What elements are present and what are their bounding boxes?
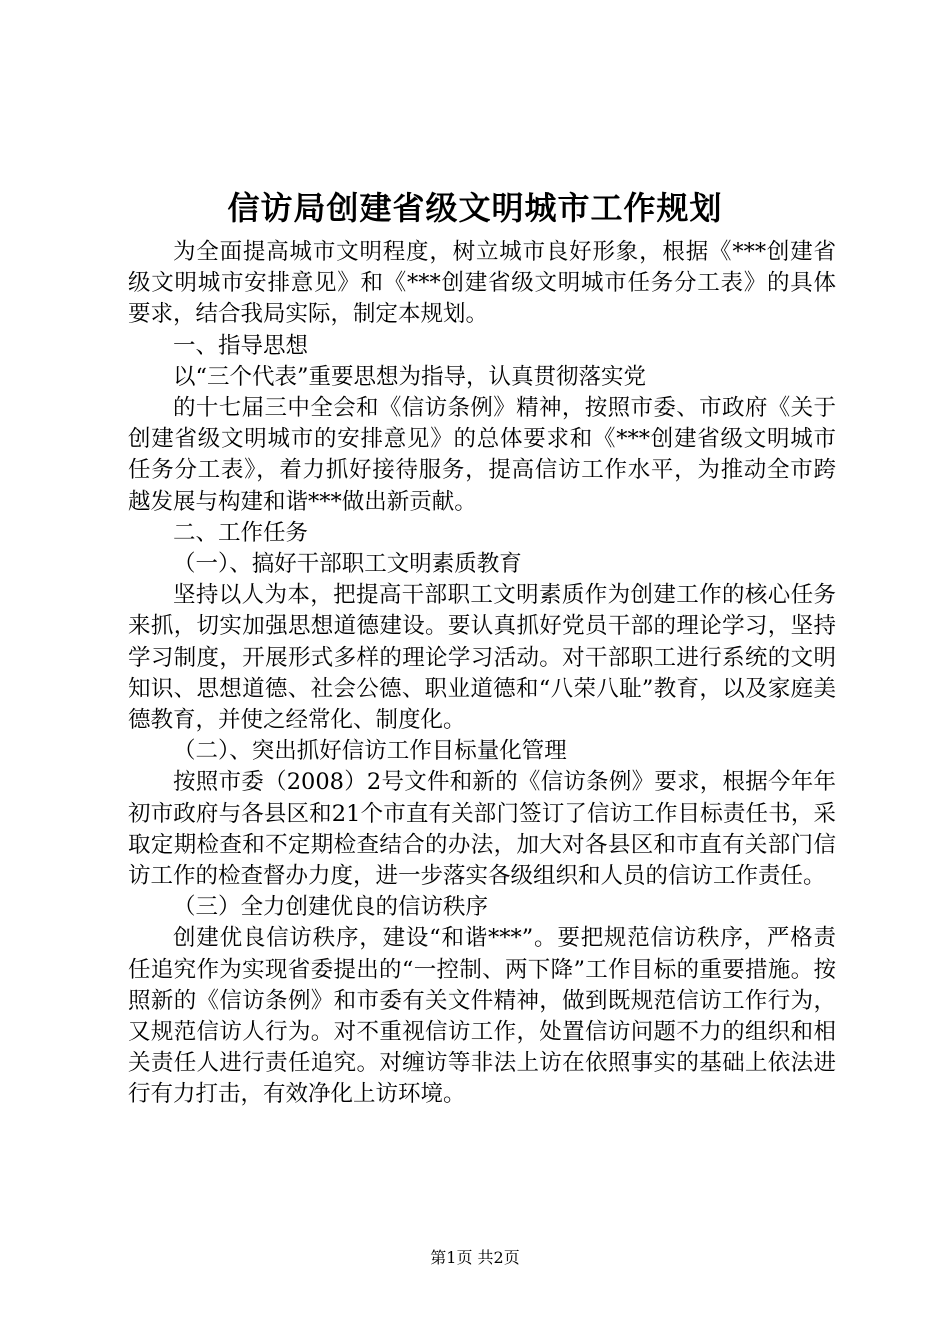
subsection-heading-3: （三）全力创建优良的信访秩序 xyxy=(173,894,489,921)
section-heading-work-tasks: 二、工作任务 xyxy=(173,519,309,546)
page-number-footer: 第1页 共2页 xyxy=(430,1248,520,1267)
subsection-heading-2: （二）、突出抓好信访工作目标量化管理 xyxy=(173,738,567,765)
subsection-2-paragraph: 按照市委（2008）2号文件和新的《信访条例》要求，根据今年年初市政府与各县区和21个市直有关部门签订了信访工作目标责任书，采取定期检查和不定期检查结合的办法，加大对各县区和市直有关部门信访工作的检查督办力度，进一步落实各级组织和人员的信访工作责任。 xyxy=(128,769,836,890)
section-heading-guiding-thought: 一、指导思想 xyxy=(173,332,309,359)
intro-paragraph: 为全面提高城市文明程度，树立城市良好形象，根据《***创建省级文明城市安排意见》和《***创建省级文明城市任务分工表》的具体要求，结合我局实际，制定本规划。 xyxy=(128,239,836,328)
document-title: 信访局创建省级文明城市工作规划 xyxy=(227,189,723,227)
subsection-3-paragraph: 创建优良信访秩序，建设“和谐***”。要把规范信访秩序，严格责任追究作为实现省委提出的“一控制、两下降”工作目标的重要措施。按照新的《信访条例》和市委有关文件精神，做到既规范信访工作行为，又规范信访人行为。对不重视信访工作，处置信访问题不力的组织和相关责任人进行责任追究。对缠访等非法上访在依照事实的基础上依法进行有力打击，有效净化上访环境。 xyxy=(128,925,836,1108)
guiding-thought-paragraph: 的十七届三中全会和《信访条例》精神，按照市委、市政府《关于创建省级文明城市的安排意见》的总体要求和《***创建省级文明城市任务分工表》，着力抓好接待服务，提高信访工作水平，为推动全市跨越发展与构建和谐***做出新贡献。 xyxy=(128,395,836,515)
subsection-1-paragraph: 坚持以人为本，把提高干部职工文明素质作为创建工作的核心任务来抓，切实加强思想道德建设。要认真抓好党员干部的理论学习，坚持学习制度，开展形式多样的理论学习活动。对干部职工进行系统的文明知识、思想道德、社会公德、职业道德和“八荣八耻”教育，以及家庭美德教育，并使之经常化、制度化。 xyxy=(128,582,836,734)
document-body xyxy=(128,237,836,1111)
subsection-heading-1: （一）、搞好干部职工文明素质教育 xyxy=(173,551,522,578)
guiding-thought-paragraph-line1: 以“三个代表”重要思想为指导，认真贯彻落实党 xyxy=(173,363,647,390)
